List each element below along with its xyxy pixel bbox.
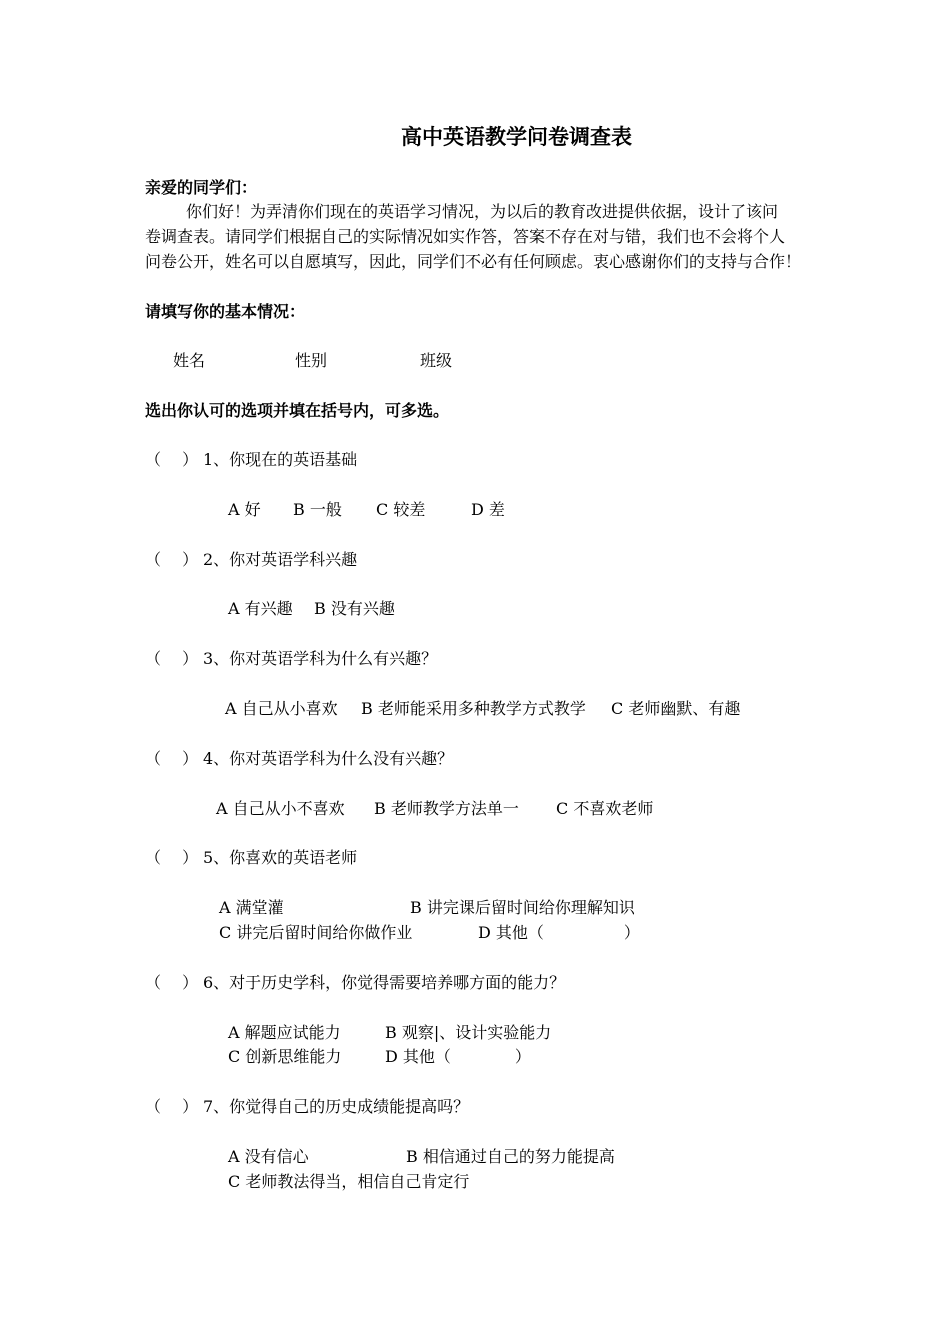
answer-bracket: （ ） (145, 649, 199, 668)
q6-option-c: C 创新思维能力 (228, 1047, 342, 1066)
q6-option-a: A 解题应试能力 (228, 1023, 341, 1042)
q5-option-c: C 讲完后留时间给你做作业 (219, 923, 413, 942)
question-6: 6、对于历史学科，你觉得需要培养哪方面的能力？ (203, 973, 566, 992)
gender-label: 性别 (295, 351, 328, 370)
q7-option-c: C 老师教法得当，相信自己肯定行 (228, 1172, 470, 1191)
q4-option-b: B 老师教学方法单一 (374, 799, 519, 818)
q5-option-b: B 讲完课后留时间给你理解知识 (410, 898, 635, 917)
q3-option-b: B 老师能采用多种教学方式教学 (361, 699, 586, 718)
q1-option-b: B 一般 (293, 500, 342, 519)
q1-option-c: C 较差 (376, 500, 426, 519)
q6-option-d: D 其他（ ） (385, 1047, 531, 1066)
question-3: 3、你对英语学科为什么有兴趣？ (203, 649, 438, 668)
answer-bracket: （ ） (145, 550, 199, 569)
basic-info-heading: 请填写你的基本情况： (145, 302, 306, 321)
name-label: 姓名 (173, 351, 206, 370)
answer-bracket: （ ） (145, 848, 199, 867)
question-2: 2、你对英语学科兴趣 (203, 550, 358, 569)
q6-option-b: B 观察|、设计实验能力 (385, 1023, 552, 1042)
q3-option-a: A 自己从小喜欢 (225, 699, 338, 718)
q4-option-a: A 自己从小不喜欢 (216, 799, 345, 818)
answer-bracket: （ ） (145, 973, 199, 992)
document-title: 高中英语教学问卷调查表 (401, 124, 632, 149)
intro-line-3: 问卷公开，姓名可以自愿填写，因此，同学们不必有任何顾虑。衷心感谢你们的支持与合作！ (145, 252, 802, 271)
q3-option-c: C 老师幽默、有趣 (611, 699, 741, 718)
q4-option-c: C 不喜欢老师 (556, 799, 654, 818)
q2-option-a: A 有兴趣 (228, 599, 293, 618)
greeting: 亲爱的同学们： (145, 178, 258, 197)
q7-option-a: A 没有信心 (228, 1147, 309, 1166)
instruction: 选出你认可的选项并填在括号内，可多选。 (145, 401, 450, 420)
question-7: 7、你觉得自己的历史成绩能提高吗？ (203, 1097, 470, 1116)
question-1: 1、你现在的英语基础 (203, 450, 358, 469)
q5-option-d: D 其他（ ） (478, 923, 640, 942)
question-5: 5、你喜欢的英语老师 (203, 848, 358, 867)
q5-option-a: A 满堂灌 (219, 898, 284, 917)
q2-option-b: B 没有兴趣 (314, 599, 395, 618)
answer-bracket: （ ） (145, 1097, 199, 1116)
answer-bracket: （ ） (145, 450, 199, 469)
answer-bracket: （ ） (145, 749, 199, 768)
question-4: 4、你对英语学科为什么没有兴趣？ (203, 749, 454, 768)
q7-option-b: B 相信通过自己的努力能提高 (406, 1147, 615, 1166)
q1-option-d: D 差 (471, 500, 505, 519)
q1-option-a: A 好 (228, 500, 261, 519)
intro-line-2: 卷调查表。请同学们根据自己的实际情况如实作答，答案不存在对与错，我们也不会将个人 (145, 227, 786, 246)
class-label: 班级 (420, 351, 453, 370)
intro-line-1: 你们好！为弄清你们现在的英语学习情况，为以后的教育改进提供依据，设计了该问 (186, 202, 779, 221)
